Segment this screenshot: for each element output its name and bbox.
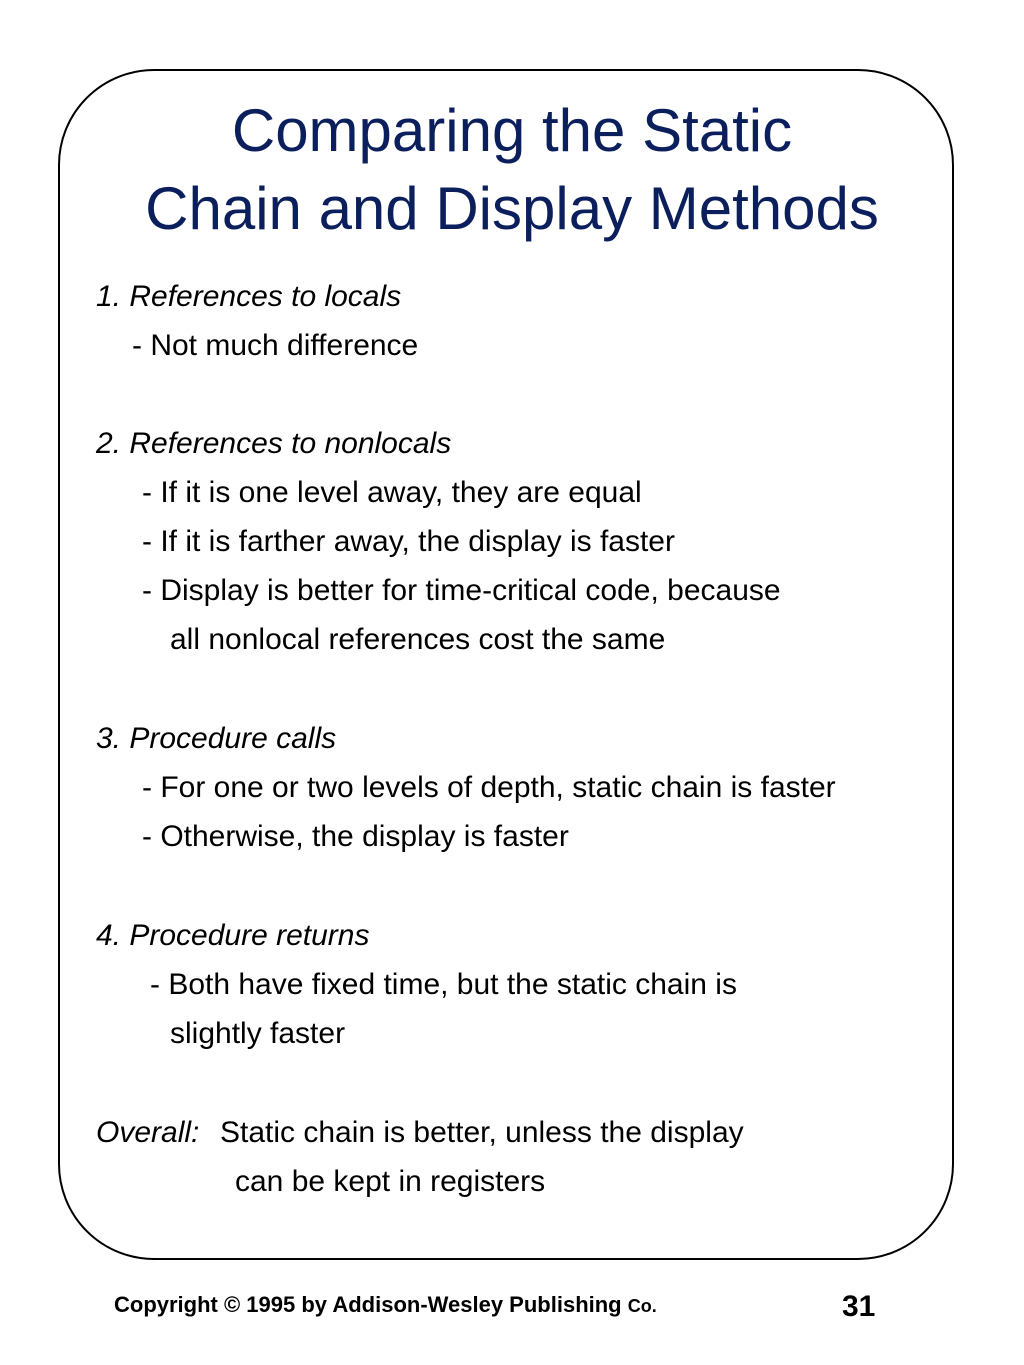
section-2-item: - If it is one level away, they are equal xyxy=(142,476,642,509)
section-1-item: - Not much difference xyxy=(132,329,419,362)
slide-title xyxy=(0,92,1024,248)
overall-text-continuation: can be kept in registers xyxy=(235,1165,546,1198)
copyright-co: Co. xyxy=(627,1296,657,1316)
section-3-heading: 3. Procedure calls xyxy=(96,722,337,755)
copyright-notice xyxy=(114,1292,657,1318)
section-4-heading: 4. Procedure returns xyxy=(96,919,370,952)
overall-label: Overall: xyxy=(96,1116,200,1149)
section-2-item: - If it is farther away, the display is faster xyxy=(142,525,675,558)
page-number: 31 xyxy=(842,1290,876,1323)
section-1-heading: 1. References to locals xyxy=(96,280,402,313)
section-2-item: - Display is better for time-critical code, because xyxy=(142,574,781,607)
overall-text: Static chain is better, unless the display xyxy=(220,1116,744,1149)
section-4-item: - Both have fixed time, but the static chain is xyxy=(150,968,737,1001)
title-line-1: Comparing the Static xyxy=(231,97,793,164)
section-3-item: - For one or two levels of depth, static chain is faster xyxy=(142,771,836,804)
copyright-text: Copyright © 1995 by Addison-Wesley Publishing xyxy=(114,1292,622,1317)
section-2-item-continuation: all nonlocal references cost the same xyxy=(170,623,666,656)
title-line-2: Chain and Display Methods xyxy=(145,175,879,242)
section-2-heading: 2. References to nonlocals xyxy=(96,427,452,460)
section-3-item: - Otherwise, the display is faster xyxy=(142,820,569,853)
section-4-item-continuation: slightly faster xyxy=(170,1017,346,1050)
